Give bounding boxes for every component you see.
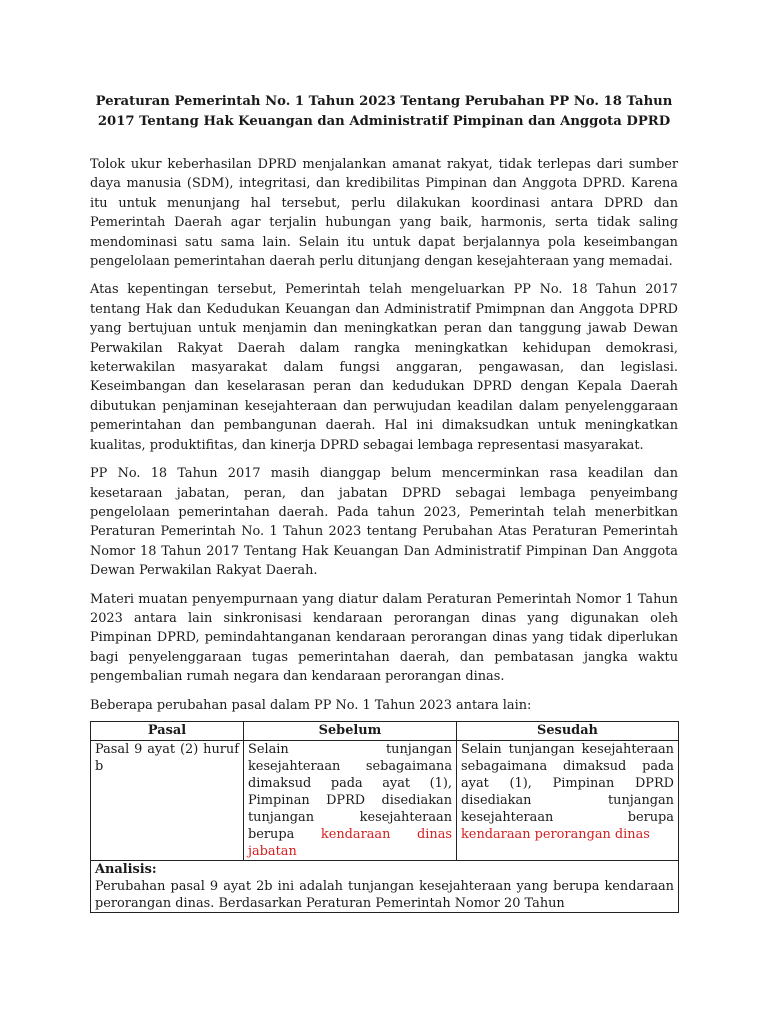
sebelum-highlight: kendaraan dinas jabatan	[248, 826, 452, 859]
comparison-table	[90, 721, 679, 913]
document-page	[90, 92, 678, 913]
header-pasal: Pasal	[91, 721, 244, 740]
analysis-label: Analisis:	[95, 861, 157, 877]
sesudah-text: Selain tunjangan kesejahteraan sebagaimana dimaksud pada ayat (1), Pimpinan DPRD disediakan tunjangan kesejahteraan berupa	[461, 741, 674, 825]
analysis-cell	[91, 860, 679, 912]
cell-sebelum	[244, 740, 457, 860]
paragraph-2: Atas kepentingan tersebut, Pemerintah telah mengeluarkan PP No. 18 Tahun 2017 tentang Hak dan Kedudukan Keuangan dan Administratif Pmimpnan dan Anggota DPRD yang bertujuan untuk menjamin dan meningkatkan peran dan tanggung jawab Dewan Perwakilan Rakyat Daerah dalam rangka meningkatkan kehidupan demokrasi, keterwakilan masyarakat dalam fungsi anggaran, pengawasan, dan legislasi. Keseimbangan dan keselarasan peran dan kedudukan DPRD dengan Kepala Daerah dibutukan penjaminan kesejahteraan dan perwujudan keadilan dalam penyelenggaraan pemerintahan dan pembangunan daerah. Hal ini dimaksudkan untuk meningkatkan kualitas, produktifitas, dan kinerja DPRD sebagai lembaga representasi masyarakat.	[90, 282, 678, 453]
header-sebelum: Sebelum	[244, 721, 457, 740]
document-title: Peraturan Pemerintah No. 1 Tahun 2023 Tentang Perubahan PP No. 18 Tahun 2017 Tentang Hak Keuangan dan Administratif Pimpinan dan Anggota DPRD	[95, 94, 673, 129]
paragraph-3: PP No. 18 Tahun 2017 masih dianggap belum mencerminkan rasa keadilan dan kesetaraan jabatan, peran, dan jabatan DPRD sebagai lembaga penyeimbang pengelolaan pemerintahan daerah. Pada tahun 2023, Pemerintah telah menerbitkan Peraturan Pemerintah No. 1 Tahun 2023 tentang Perubahan Atas Peraturan Pemerintah Nomor 18 Tahun 2017 Tentang Hak Keuangan Dan Administratif Pimpinan Dan Anggota Dewan Perwakilan Rakyat Daerah.	[90, 466, 678, 579]
table-intro: Beberapa perubahan pasal dalam PP No. 1 Tahun 2023 antara lain:	[90, 697, 532, 713]
paragraph-1: Tolok ukur keberhasilan DPRD menjalankan amanat rakyat, tidak terlepas dari sumber daya manusia (SDM), integritasi, dan kredibilitas Pimpinan dan Anggota DPRD. Karena itu untuk menunjang hal tersebut, perlu dilakukan koordinasi antara DPRD dan Pemerintah Daerah agar terjalin hubungan yang baik, harmonis, serta tidak saling mendominasi satu sama lain. Selain itu untuk dapat berjalannya pola keseimbangan pengelolaan pemerintahan daerah perlu ditunjang dengan kesejahteraan yang memadai.	[90, 157, 678, 270]
table-row	[91, 740, 679, 860]
sesudah-highlight: kendaraan perorangan dinas	[461, 826, 650, 842]
analysis-row	[91, 860, 679, 912]
table-header-row	[91, 721, 679, 740]
paragraph-4: Materi muatan penyempurnaan yang diatur dalam Peraturan Pemerintah Nomor 1 Tahun 2023 antara lain sinkronisasi kendaraan perorangan dinas yang digunakan oleh Pimpinan DPRD, pemindahtanganan kendaraan perorangan dinas yang tidak diperlukan bagi penyelenggaraan tugas pemerintahan daerah, dan pembatasan jangka waktu pengembalian rumah negara dan kendaraan perorangan dinas.	[90, 591, 678, 685]
sebelum-text: Selain tunjangan kesejahteraan sebagaimana dimaksud pada ayat (1), Pimpinan DPRD disediakan tunjangan kesejahteraan berupa	[248, 741, 452, 842]
cell-pasal: Pasal 9 ayat (2) huruf b	[91, 740, 244, 860]
header-sesudah: Sesudah	[457, 721, 679, 740]
cell-sesudah	[457, 740, 679, 860]
analysis-text: Perubahan pasal 9 ayat 2b ini adalah tunjangan kesejahteraan yang berupa kendaraan perorangan dinas. Berdasarkan Peraturan Pemerintah Nomor 20 Tahun	[95, 878, 674, 911]
